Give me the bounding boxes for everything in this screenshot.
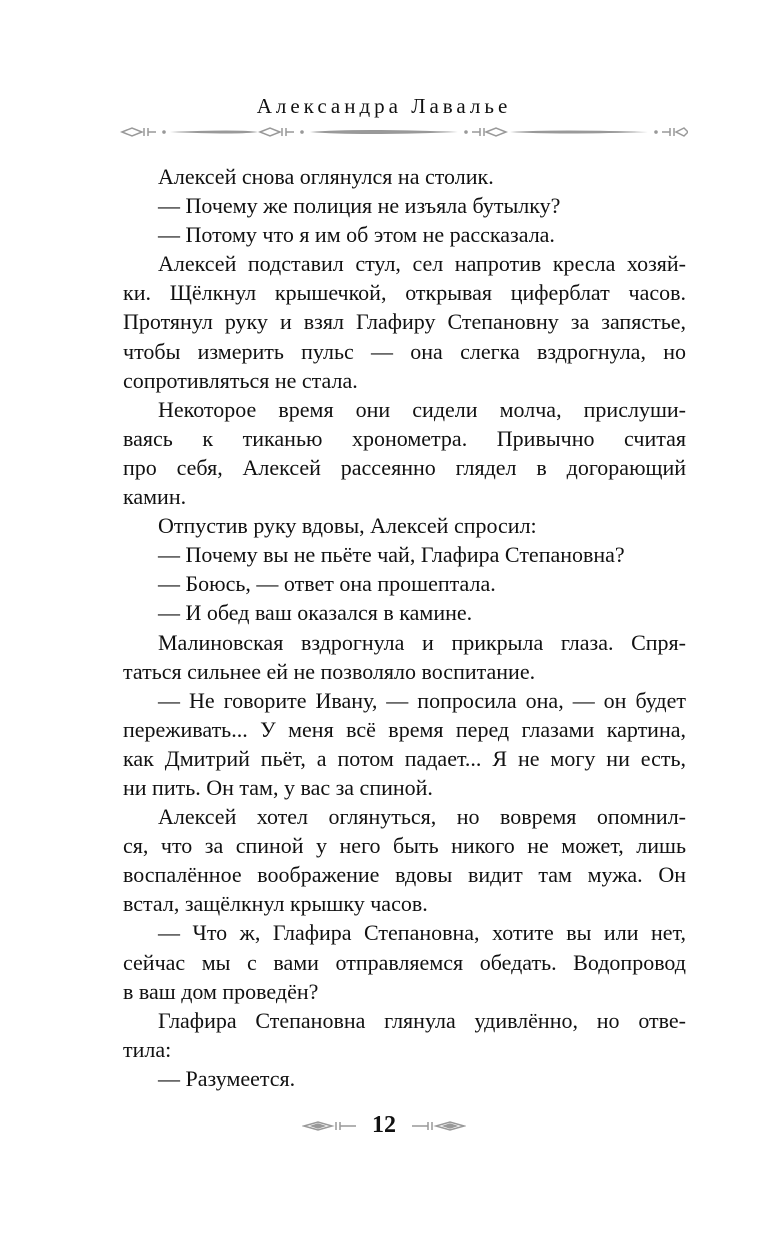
text-line: сопротивляться не стала. (123, 367, 358, 393)
page-number: 12 (372, 1112, 396, 1138)
text-line: — Потому что я им об этом не рассказала. (158, 222, 555, 248)
text-line: Алексей хотел оглянуться, но вовремя опомнил- (158, 804, 686, 830)
text-line: — И обед ваш оказался в камине. (158, 600, 473, 626)
text-line: — Почему же полиция не изъяла бутылку? (158, 193, 561, 219)
page-footer (0, 1112, 768, 1139)
text-line: — Не говорите Ивану, — попросила она, — он будет (158, 687, 686, 713)
text-line: Некоторое время они сидели молча, прислуши- (158, 396, 686, 422)
footer-ornament-left-icon (302, 1119, 358, 1133)
text-line: как Дмитрий пьёт, а потом падает... Я не могу ни есть, (123, 745, 686, 771)
text-line: — Разумеется. (158, 1065, 296, 1091)
text-line: переживать... У меня всё время перед глазами картина, (123, 716, 686, 742)
text-line: Глафира Степановна глянула удивлённо, но отве- (158, 1007, 686, 1033)
text-line: — Почему вы не пьёте чай, Глафира Степановна? (158, 542, 625, 568)
text-line: камин. (123, 484, 187, 510)
footer-ornament-right-icon (410, 1119, 466, 1133)
text-line: сейчас мы с вами отправляемся обедать. Водопровод (123, 949, 686, 975)
text-line: воспалённое воображение вдовы видит там мужа. Он (123, 862, 686, 888)
text-line: ся, что за спиной у него быть никого не может, лишь (123, 833, 686, 859)
text-line: Алексей подставил стул, сел напротив кресла хозяй- (158, 251, 686, 277)
text-line: ки. Щёлкнул крышечкой, открывая циферблат часов. (123, 280, 686, 306)
text-line: в ваш дом проведён? (123, 978, 319, 1004)
text-line: ваясь к тиканью хронометра. Привычно считая (123, 425, 686, 451)
text-line: про себя, Алексей рассеянно глядел в догорающий (123, 454, 686, 480)
text-line: — Что ж, Глафира Степановна, хотите вы или нет, (158, 920, 686, 946)
header-ornament-divider (118, 124, 688, 140)
text-line: Малиновская вздрогнула и прикрыла глаза. Спря- (158, 629, 686, 655)
text-line: встал, защёлкнул крышку часов. (123, 891, 428, 917)
text-line: Протянул руку и взял Глафиру Степановну за запястье, (123, 309, 686, 335)
text-line: Алексей снова оглянулся на столик. (158, 164, 494, 189)
running-header-author: Александра Лавалье (256, 94, 512, 118)
text-line: ни пить. Он там, у вас за спиной. (123, 774, 433, 800)
text-line: тила: (123, 1036, 172, 1062)
text-line: — Боюсь, — ответ она прошептала. (158, 571, 496, 597)
text-line: Отпустив руку вдовы, Алексей спросил: (158, 513, 537, 539)
text-line: чтобы измерить пульс — она слегка вздрогнула, но (123, 338, 686, 364)
body-text (123, 162, 686, 1093)
text-line: таться сильнее ей не позволяло воспитание. (123, 658, 536, 684)
